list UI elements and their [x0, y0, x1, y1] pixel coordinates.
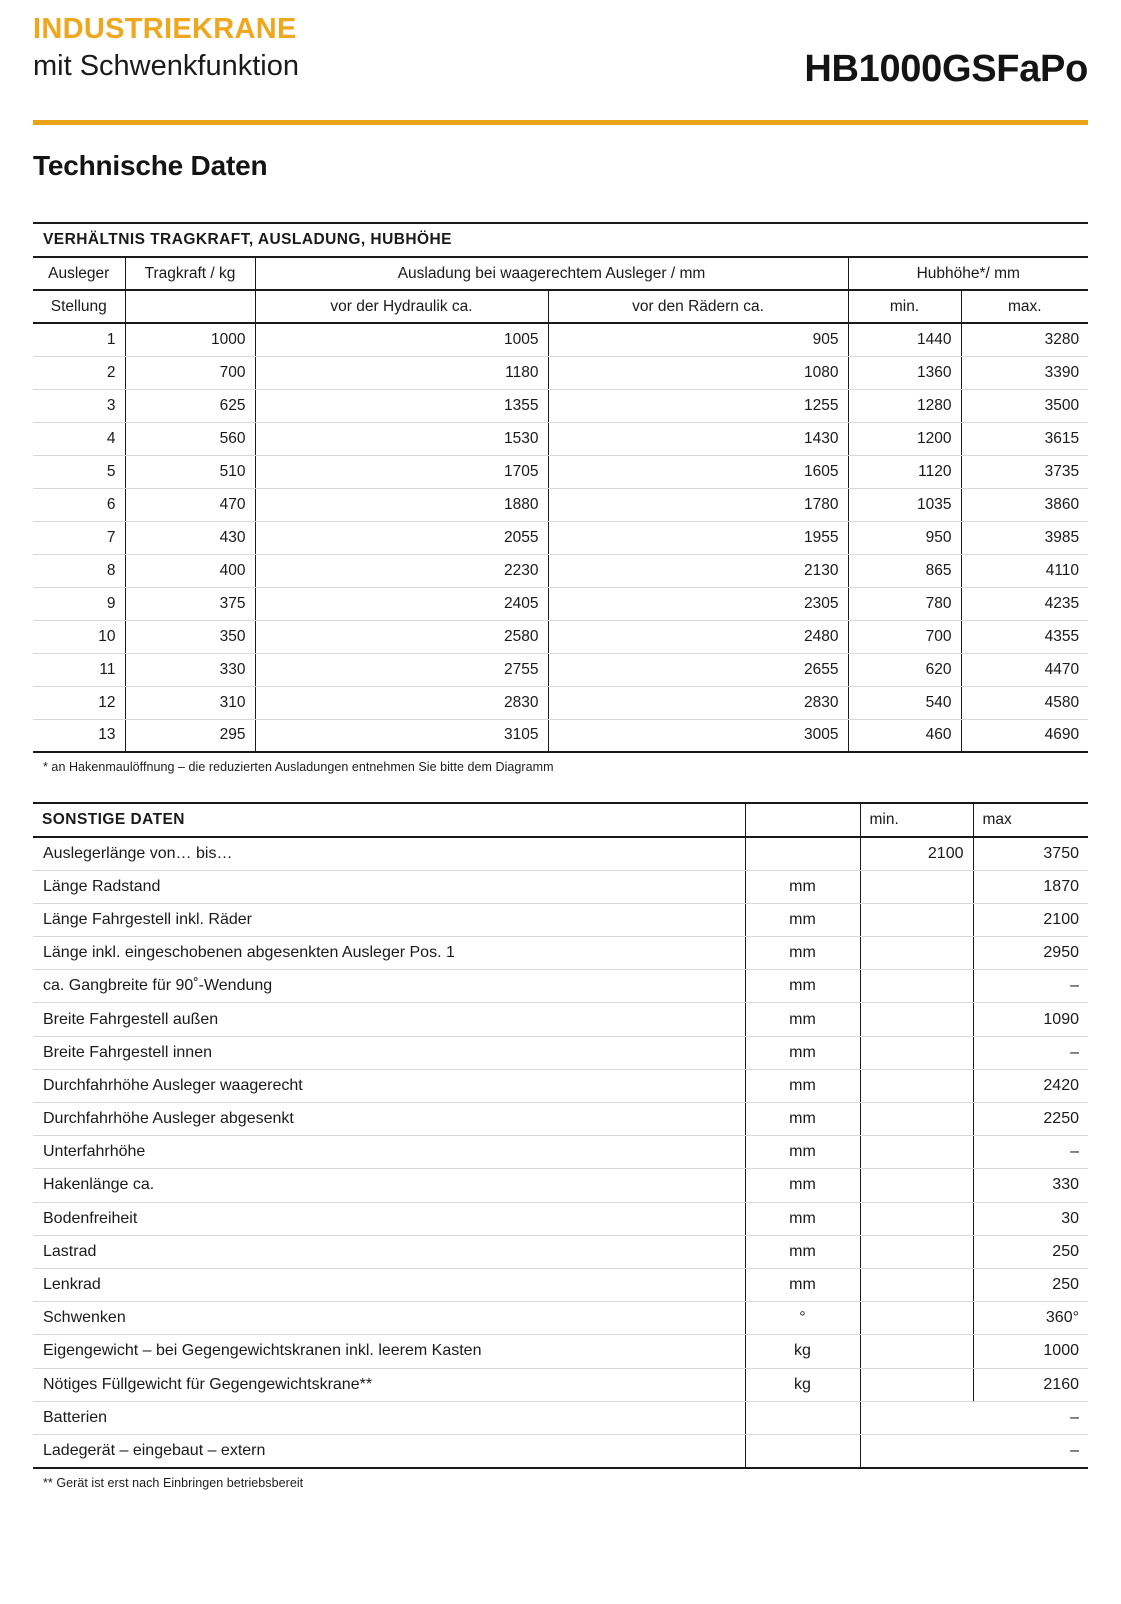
cell-max: 1090 [973, 1003, 1088, 1036]
cell-label: Breite Fahrgestell außen [33, 1003, 745, 1036]
cell-stellung: 9 [33, 587, 125, 620]
cell-hub-min: 460 [848, 719, 961, 752]
table-row [33, 1302, 1088, 1335]
cell-label: Auslegerlänge von… bis… [33, 837, 745, 870]
th-min: min. [860, 803, 973, 837]
table-row [33, 488, 1088, 521]
page-title: Technische Daten [33, 150, 268, 181]
table2-wrapper [33, 802, 1088, 1490]
cell-label: Schwenken [33, 1302, 745, 1335]
cell-unit [745, 837, 860, 870]
cell-min [860, 1202, 973, 1235]
cell-tragkraft: 350 [125, 620, 255, 653]
table2-header-row [33, 803, 1088, 837]
table1-header-row-1 [33, 257, 1088, 290]
cell-max: 2950 [973, 937, 1088, 970]
cell-hub-max: 4580 [961, 686, 1088, 719]
cell-hub-max: 3280 [961, 323, 1088, 356]
cell-hydraulik: 2230 [255, 554, 548, 587]
cell-hydraulik: 1180 [255, 356, 548, 389]
table-row [33, 1335, 1088, 1368]
cell-hydraulik: 2755 [255, 653, 548, 686]
cell-max: 2250 [973, 1103, 1088, 1136]
cell-label: Länge inkl. eingeschobenen abgesenkten Ausleger Pos. 1 [33, 937, 745, 970]
cell-raeder: 1780 [548, 488, 848, 521]
cell-min [860, 1335, 973, 1368]
cell-hydraulik: 2405 [255, 587, 548, 620]
cell-hydraulik: 2055 [255, 521, 548, 554]
table-row [33, 1069, 1088, 1102]
cell-hydraulik: 1880 [255, 488, 548, 521]
cell-hub-max: 4690 [961, 719, 1088, 752]
cell-label: Eigengewicht – bei Gegengewichtskranen inkl. leerem Kasten [33, 1335, 745, 1368]
cell-max: 250 [973, 1268, 1088, 1301]
table2-banner: SONSTIGE DATEN [33, 803, 745, 837]
cell-unit: kg [745, 1335, 860, 1368]
cell-label: Hakenlänge ca. [33, 1169, 745, 1202]
table-row [33, 1202, 1088, 1235]
table1-banner-row [33, 223, 1088, 257]
cell-min [860, 1302, 973, 1335]
cell-raeder: 1430 [548, 422, 848, 455]
brand-kicker: INDUSTRIEKRANE [33, 13, 297, 45]
cell-tragkraft: 470 [125, 488, 255, 521]
table-row [33, 1401, 1088, 1434]
cell-unit: mm [745, 937, 860, 970]
cell-min [860, 1434, 973, 1467]
cell-label: Nötiges Füllgewicht für Gegengewichtskrane** [33, 1368, 745, 1401]
cell-max: 330 [973, 1169, 1088, 1202]
cell-raeder: 2305 [548, 587, 848, 620]
cell-label: Lenkrad [33, 1268, 745, 1301]
cell-stellung: 4 [33, 422, 125, 455]
cell-max: 2100 [973, 903, 1088, 936]
table-row [33, 356, 1088, 389]
cell-max: – [973, 1036, 1088, 1069]
cell-max: 30 [973, 1202, 1088, 1235]
cell-label: Unterfahrhöhe [33, 1136, 745, 1169]
table-row [33, 389, 1088, 422]
cell-unit: kg [745, 1368, 860, 1401]
cell-hydraulik: 3105 [255, 719, 548, 752]
cell-hub-max: 4110 [961, 554, 1088, 587]
cell-unit [745, 1401, 860, 1434]
cell-tragkraft: 310 [125, 686, 255, 719]
cell-label: ca. Gangbreite für 90˚-Wendung [33, 970, 745, 1003]
table-row [33, 837, 1088, 870]
cell-label: Länge Fahrgestell inkl. Räder [33, 903, 745, 936]
cell-min [860, 903, 973, 936]
cell-min [860, 1235, 973, 1268]
th-hub-max: max. [961, 290, 1088, 323]
th-unit [745, 803, 860, 837]
cell-max: 1000 [973, 1335, 1088, 1368]
cell-hydraulik: 1705 [255, 455, 548, 488]
cell-min [860, 1401, 973, 1434]
cell-tragkraft: 560 [125, 422, 255, 455]
cell-raeder: 1955 [548, 521, 848, 554]
table-row [33, 1003, 1088, 1036]
cell-min [860, 937, 973, 970]
cell-stellung: 3 [33, 389, 125, 422]
table1-header-row-2 [33, 290, 1088, 323]
cell-stellung: 12 [33, 686, 125, 719]
cell-tragkraft: 700 [125, 356, 255, 389]
cell-label: Länge Radstand [33, 870, 745, 903]
cell-max: 1870 [973, 870, 1088, 903]
cell-max: 250 [973, 1235, 1088, 1268]
cell-stellung: 5 [33, 455, 125, 488]
table-row [33, 653, 1088, 686]
accent-rule [33, 120, 1088, 125]
cell-stellung: 6 [33, 488, 125, 521]
masthead-left [33, 14, 299, 85]
cell-unit: mm [745, 1003, 860, 1036]
table1-wrapper [33, 222, 1088, 774]
cell-label: Bodenfreiheit [33, 1202, 745, 1235]
table-row [33, 422, 1088, 455]
th-hubhoehe: Hubhöhe*/ mm [848, 257, 1088, 290]
cell-unit: mm [745, 1103, 860, 1136]
table-row [33, 1136, 1088, 1169]
cell-hub-min: 780 [848, 587, 961, 620]
table-row [33, 1268, 1088, 1301]
cell-hub-max: 3500 [961, 389, 1088, 422]
th-hub-min: min. [848, 290, 961, 323]
cell-hub-min: 1360 [848, 356, 961, 389]
page-masthead [33, 0, 1088, 112]
cell-unit: mm [745, 1202, 860, 1235]
cell-unit: mm [745, 1268, 860, 1301]
table2-footnote: ** Gerät ist erst nach Einbringen betriebsbereit [43, 1475, 304, 1490]
cell-max: – [973, 1434, 1088, 1467]
cell-label: Ladegerät – eingebaut – extern [33, 1434, 745, 1467]
table-row [33, 1434, 1088, 1467]
cell-raeder: 2480 [548, 620, 848, 653]
cell-hub-max: 4355 [961, 620, 1088, 653]
cell-stellung: 11 [33, 653, 125, 686]
cell-tragkraft: 430 [125, 521, 255, 554]
table-row [33, 1169, 1088, 1202]
table-row [33, 587, 1088, 620]
cell-hydraulik: 1530 [255, 422, 548, 455]
cell-label: Lastrad [33, 1235, 745, 1268]
cell-hub-min: 1280 [848, 389, 961, 422]
table-row [33, 686, 1088, 719]
cell-label: Durchfahrhöhe Ausleger abgesenkt [33, 1103, 745, 1136]
cell-hub-min: 540 [848, 686, 961, 719]
cell-max: 2160 [973, 1368, 1088, 1401]
cell-hub-max: 3615 [961, 422, 1088, 455]
cell-tragkraft: 625 [125, 389, 255, 422]
table-row [33, 620, 1088, 653]
table-row [33, 554, 1088, 587]
cell-max: 360° [973, 1302, 1088, 1335]
cell-tragkraft: 510 [125, 455, 255, 488]
cell-hub-min: 700 [848, 620, 961, 653]
cell-hub-max: 3735 [961, 455, 1088, 488]
cell-max: – [973, 1136, 1088, 1169]
table-row [33, 455, 1088, 488]
cell-raeder: 905 [548, 323, 848, 356]
cell-hydraulik: 2580 [255, 620, 548, 653]
th-tragkraft: Tragkraft / kg [125, 257, 255, 290]
table-row [33, 870, 1088, 903]
cell-hub-max: 3860 [961, 488, 1088, 521]
th-blank [125, 290, 255, 323]
cell-min [860, 870, 973, 903]
cell-unit: mm [745, 970, 860, 1003]
model-name: HB1000GSFaPo [804, 48, 1088, 90]
cell-min [860, 970, 973, 1003]
cell-label: Durchfahrhöhe Ausleger waagerecht [33, 1069, 745, 1102]
table-row [33, 903, 1088, 936]
cell-min [860, 1103, 973, 1136]
cell-hub-min: 1440 [848, 323, 961, 356]
table-row [33, 521, 1088, 554]
th-stellung: Stellung [33, 290, 125, 323]
cell-raeder: 1605 [548, 455, 848, 488]
cell-min [860, 1003, 973, 1036]
cell-min [860, 1069, 973, 1102]
cell-hub-max: 4470 [961, 653, 1088, 686]
cell-raeder: 2655 [548, 653, 848, 686]
cell-max: – [973, 970, 1088, 1003]
cell-tragkraft: 375 [125, 587, 255, 620]
cell-unit: mm [745, 903, 860, 936]
cell-unit: mm [745, 1036, 860, 1069]
cell-min: 2100 [860, 837, 973, 870]
cell-unit: mm [745, 870, 860, 903]
table-row [33, 1368, 1088, 1401]
cell-max: – [973, 1401, 1088, 1434]
cell-label: Batterien [33, 1401, 745, 1434]
cell-raeder: 1080 [548, 356, 848, 389]
cell-stellung: 10 [33, 620, 125, 653]
table1-banner: VERHÄLTNIS TRAGKRAFT, AUSLADUNG, HUBHÖHE [33, 223, 1088, 257]
cell-hub-max: 3390 [961, 356, 1088, 389]
table1-footnote: * an Hakenmaulöffnung – die reduzierten Ausladungen entnehmen Sie bitte dem Diagramm [43, 760, 554, 774]
cell-hub-min: 1120 [848, 455, 961, 488]
cell-stellung: 7 [33, 521, 125, 554]
cell-tragkraft: 330 [125, 653, 255, 686]
cell-unit: mm [745, 1169, 860, 1202]
table-row [33, 970, 1088, 1003]
cell-tragkraft: 295 [125, 719, 255, 752]
cell-label: Breite Fahrgestell innen [33, 1036, 745, 1069]
cell-unit: mm [745, 1136, 860, 1169]
cell-hub-max: 3985 [961, 521, 1088, 554]
cell-stellung: 2 [33, 356, 125, 389]
cell-unit: mm [745, 1069, 860, 1102]
cell-hydraulik: 2830 [255, 686, 548, 719]
table-row [33, 1103, 1088, 1136]
table-row [33, 1036, 1088, 1069]
cell-hydraulik: 1005 [255, 323, 548, 356]
cell-min [860, 1268, 973, 1301]
load-capacity-table [33, 222, 1088, 753]
th-vor-raedern: vor den Rädern ca. [548, 290, 848, 323]
cell-hub-min: 620 [848, 653, 961, 686]
cell-max: 3750 [973, 837, 1088, 870]
th-max: max [973, 803, 1088, 837]
cell-hydraulik: 1355 [255, 389, 548, 422]
cell-max: 2420 [973, 1069, 1088, 1102]
cell-raeder: 3005 [548, 719, 848, 752]
cell-unit: mm [745, 1235, 860, 1268]
table-row [33, 937, 1088, 970]
table-row [33, 323, 1088, 356]
table-row [33, 719, 1088, 752]
cell-raeder: 2830 [548, 686, 848, 719]
cell-hub-min: 1035 [848, 488, 961, 521]
cell-tragkraft: 1000 [125, 323, 255, 356]
cell-min [860, 1169, 973, 1202]
cell-hub-max: 4235 [961, 587, 1088, 620]
cell-tragkraft: 400 [125, 554, 255, 587]
cell-hub-min: 950 [848, 521, 961, 554]
cell-stellung: 13 [33, 719, 125, 752]
cell-raeder: 2130 [548, 554, 848, 587]
cell-raeder: 1255 [548, 389, 848, 422]
cell-hub-min: 865 [848, 554, 961, 587]
other-data-table [33, 802, 1088, 1469]
cell-stellung: 1 [33, 323, 125, 356]
cell-unit: ° [745, 1302, 860, 1335]
th-vor-hydraulik: vor der Hydraulik ca. [255, 290, 548, 323]
brand-subtitle: mit Schwenkfunktion [33, 50, 299, 83]
cell-hub-min: 1200 [848, 422, 961, 455]
th-ausladung: Ausladung bei waagerechtem Ausleger / mm [255, 257, 848, 290]
cell-min [860, 1136, 973, 1169]
th-ausleger: Ausleger [33, 257, 125, 290]
cell-stellung: 8 [33, 554, 125, 587]
cell-unit [745, 1434, 860, 1467]
table-row [33, 1235, 1088, 1268]
cell-min [860, 1036, 973, 1069]
cell-min [860, 1368, 973, 1401]
